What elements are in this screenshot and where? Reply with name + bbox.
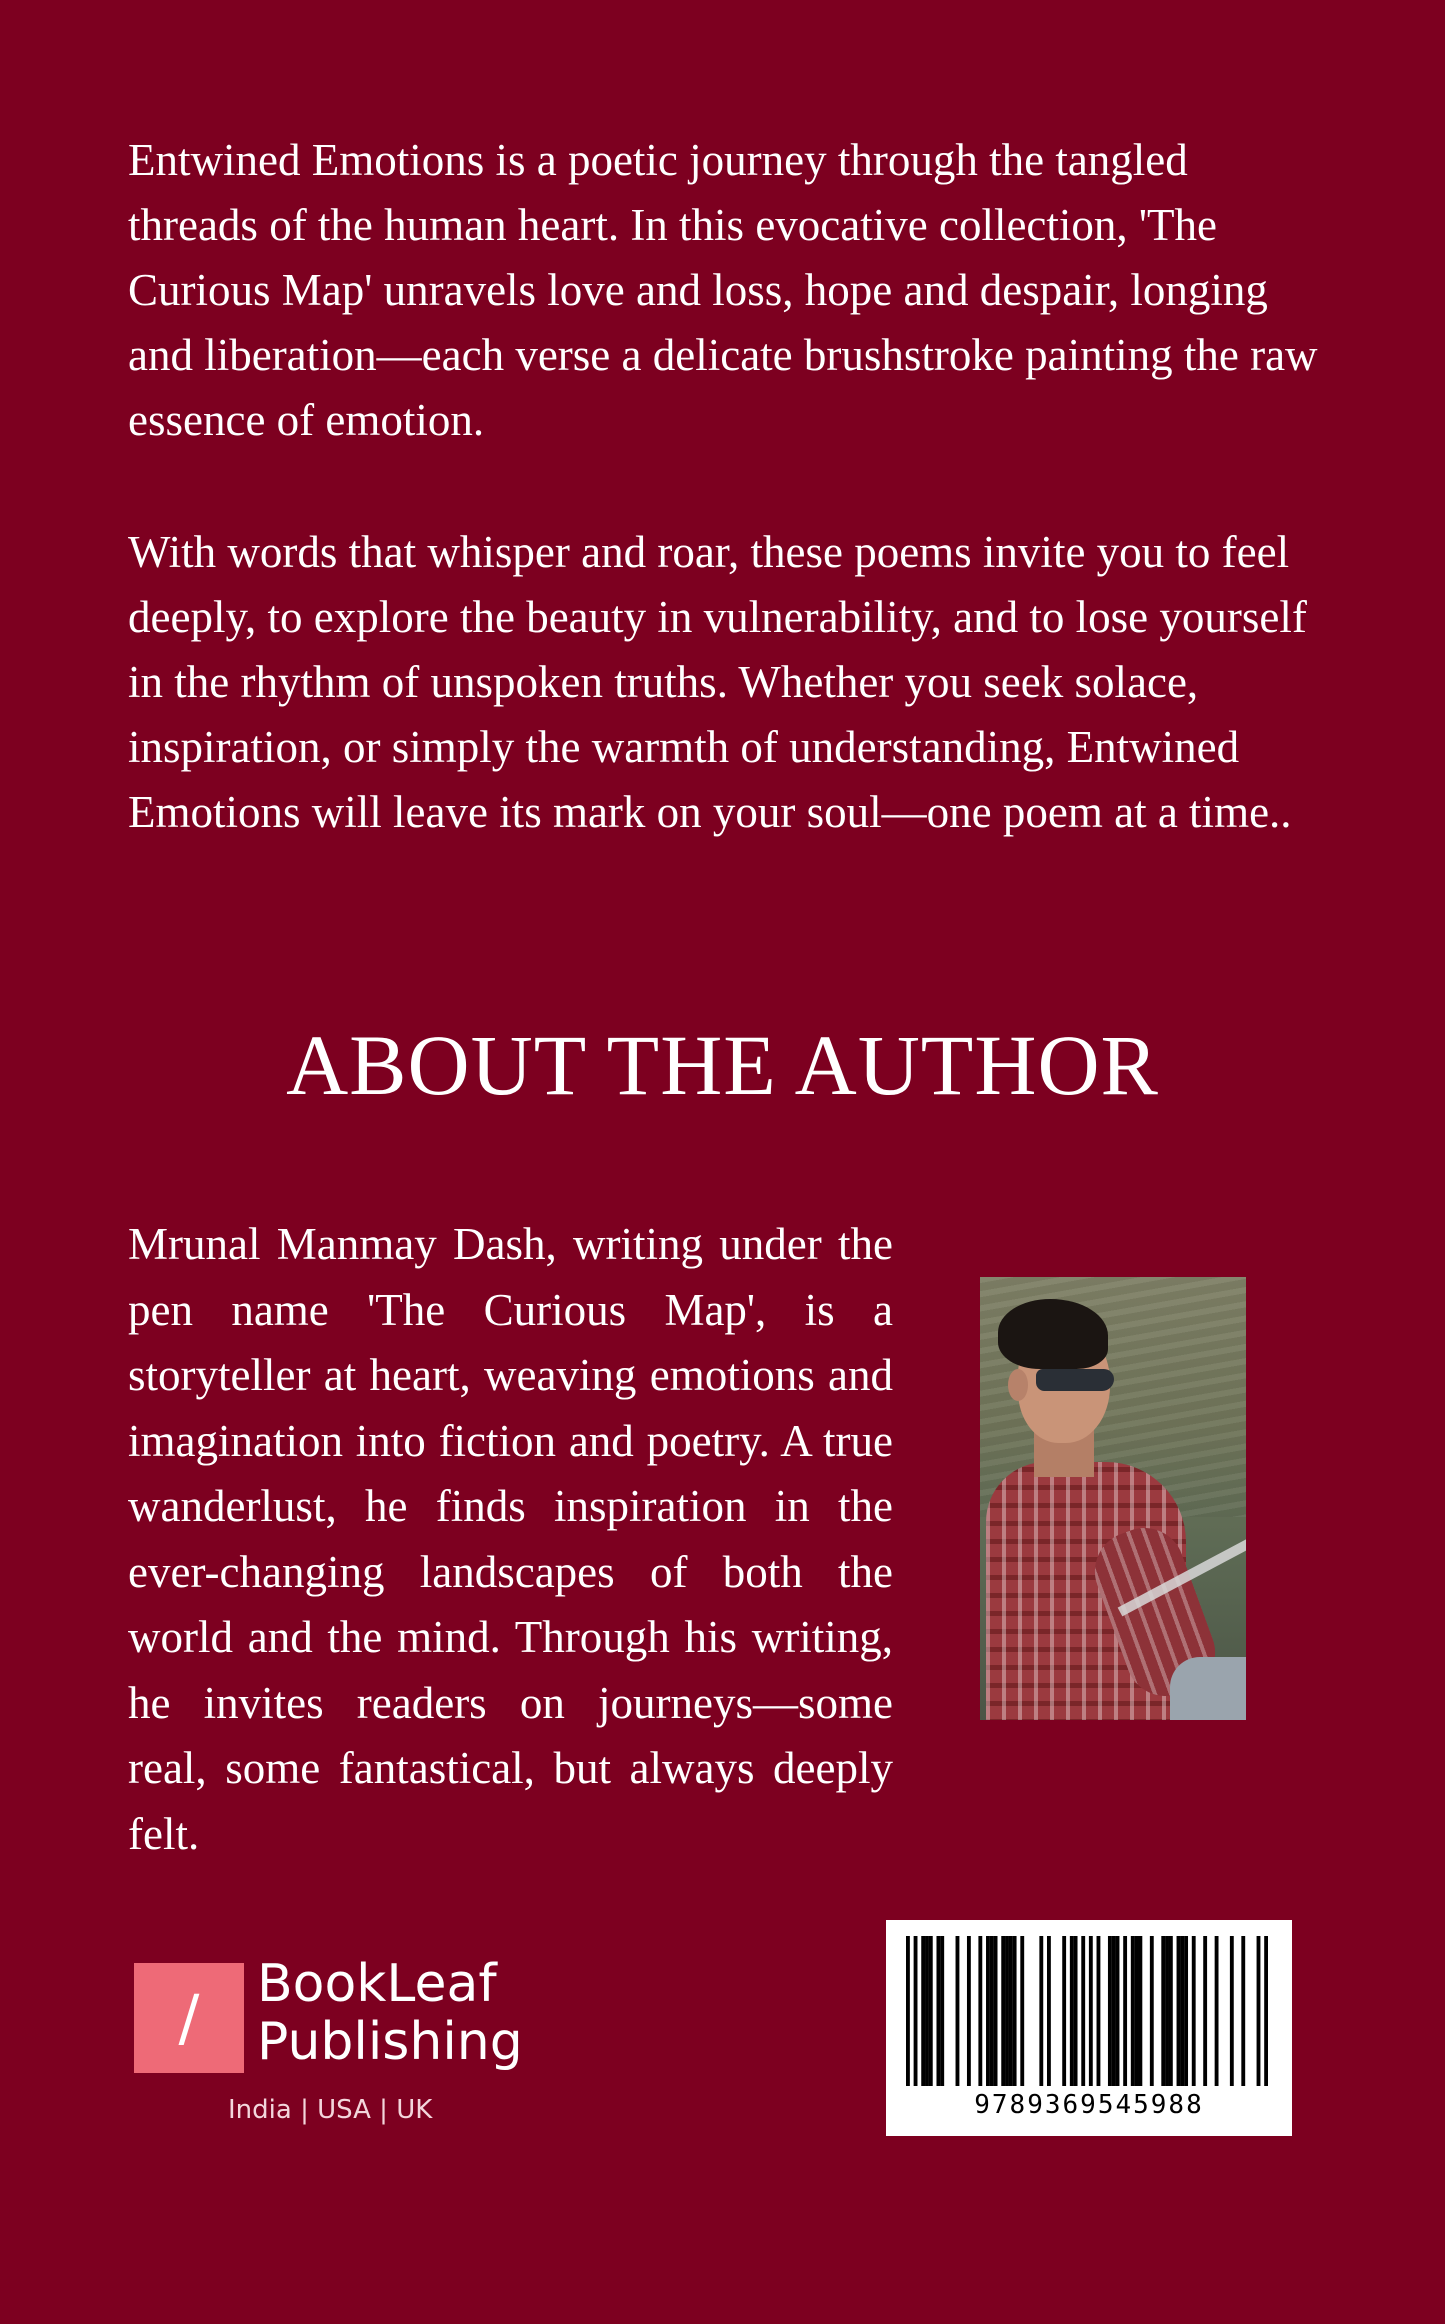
photo-hair: [998, 1299, 1108, 1369]
barcode-bar: [1089, 1936, 1093, 2086]
barcode-bar: [1138, 1936, 1142, 2086]
barcode-bar: [986, 1936, 990, 2086]
barcode-bar: [1112, 1936, 1116, 2086]
barcode-bar: [1123, 1936, 1127, 2086]
barcode-bar: [1005, 1936, 1009, 2086]
barcode-bar: [1116, 1936, 1120, 2086]
barcode-bar: [1230, 1936, 1234, 2086]
publisher-regions: India | USA | UK: [228, 2095, 433, 2125]
barcode-bar: [1001, 1936, 1005, 2086]
barcode-bar: [1039, 1936, 1043, 2086]
publisher-name-line-2: Publishing: [257, 2012, 523, 2072]
photo-ear: [1008, 1369, 1028, 1401]
barcode-bar: [1161, 1936, 1165, 2086]
blurb-paragraph-1: Entwined Emotions is a poetic journey through the tangled threads of the human heart. In this evocative collection, 'The Curious Map' unravels love and loss, hope and despair, longing and liberation—each verse a delicate brushstroke painting the raw essence of emotion.: [128, 135, 1318, 445]
barcode-bar: [1108, 1936, 1112, 2086]
barcode-bar: [1177, 1936, 1181, 2086]
isbn-number: 9789369545988: [974, 2090, 1204, 2120]
about-the-author-heading: ABOUT THE AUTHOR: [286, 1017, 1159, 1113]
barcode-bar: [1192, 1936, 1196, 2086]
barcode-bar: [1013, 1936, 1017, 2086]
barcode-bar: [990, 1936, 994, 2086]
barcode-bar: [1169, 1936, 1173, 2086]
barcode-bar: [1062, 1936, 1066, 2086]
barcode-bar: [956, 1936, 960, 2086]
logo-slash-glyph: /: [178, 1981, 200, 2054]
barcode-bar: [1097, 1936, 1101, 2086]
barcode-bar: [925, 1936, 929, 2086]
photo-sunglasses: [1036, 1369, 1114, 1391]
barcode-bar: [906, 1936, 910, 2086]
barcode-bars: [906, 1936, 1268, 2086]
barcode-bar: [1264, 1936, 1268, 2086]
barcode-bar: [921, 1936, 925, 2086]
barcode-bar: [1203, 1936, 1207, 2086]
publisher-name: [257, 1955, 523, 2071]
barcode-bar: [940, 1936, 944, 2086]
photo-jeans: [1170, 1657, 1246, 1720]
barcode-bar: [967, 1936, 971, 2086]
barcode-bar: [936, 1936, 940, 2086]
barcode-bar: [994, 1936, 998, 2086]
barcode-bar: [1047, 1936, 1051, 2086]
barcode-bar: [1009, 1936, 1013, 2086]
barcode-bar: [978, 1936, 982, 2086]
barcode-bar: [1257, 1936, 1261, 2086]
barcode-bar: [1150, 1936, 1154, 2086]
barcode-bar: [1131, 1936, 1135, 2086]
isbn-barcode: [886, 1920, 1292, 2136]
barcode-bar: [1241, 1936, 1245, 2086]
barcode-bar: [1135, 1936, 1139, 2086]
publisher-name-line-1: BookLeaf: [257, 1954, 497, 2014]
blurb-paragraph-2: With words that whisper and roar, these poems invite you to feel deeply, to explore the beauty in vulnerability, and to lose yourself in the rhythm of unspoken truths. Whether you seek solace, inspiration, or simply the warmth of understanding, Entwined Emotions will leave its mark on your soul—one poem at a time..: [128, 527, 1307, 837]
barcode-bar: [914, 1936, 918, 2086]
barcode-bar: [929, 1936, 933, 2086]
barcode-bar: [1074, 1936, 1078, 2086]
barcode-bar: [1215, 1936, 1219, 2086]
barcode-bar: [1081, 1936, 1085, 2086]
publisher-logo-icon: [134, 1963, 244, 2073]
barcode-bar: [1070, 1936, 1074, 2086]
barcode-bar: [1184, 1936, 1188, 2086]
barcode-bar: [1165, 1936, 1169, 2086]
barcode-bar: [1020, 1936, 1024, 2086]
barcode-bar: [1180, 1936, 1184, 2086]
author-bio: Mrunal Manmay Dash, writing under the pen name 'The Curious Map', is a storyteller at heart, weaving emotions and imagination into fiction and poetry. A true wanderlust, he finds inspiration in the ever-changing landscapes of both the world and the mind. Through his writing, he invites readers on journeys—some real, some fantastical, but always deeply felt.: [128, 1219, 893, 1859]
author-photo: [980, 1277, 1246, 1720]
